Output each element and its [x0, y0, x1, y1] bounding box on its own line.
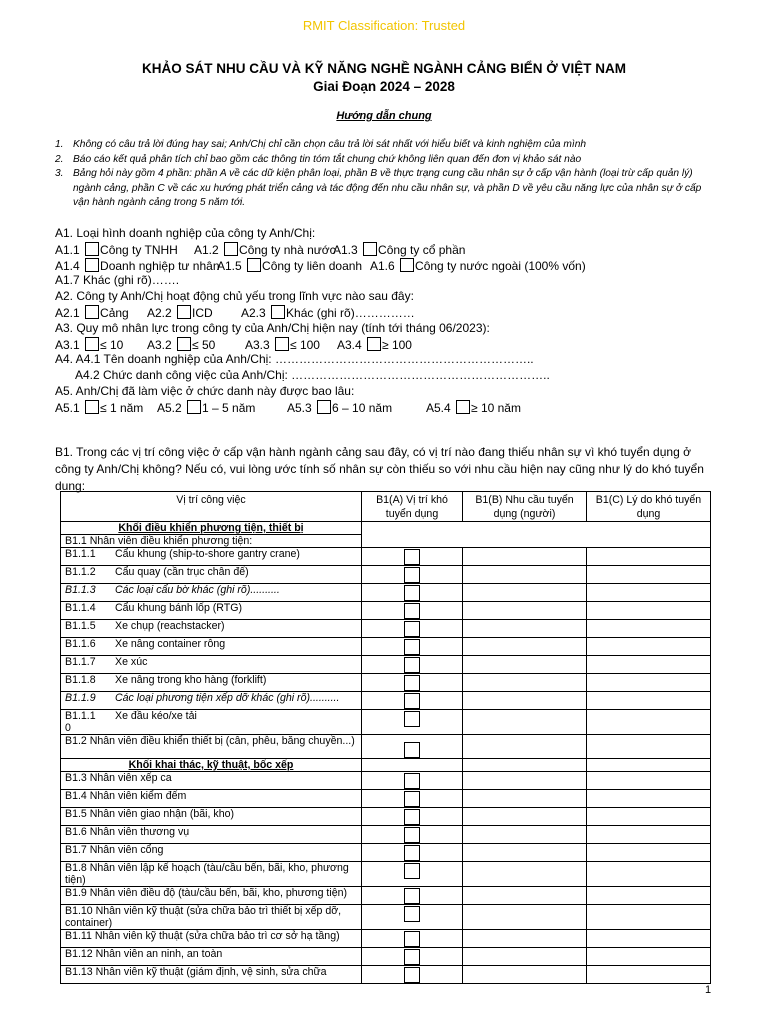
position-cell [61, 674, 362, 692]
hard-to-recruit-cell [362, 966, 463, 984]
guide-item-text: Không có câu trả lời đúng hay sai; Anh/Chị chỉ cần chọn câu trả lời sát nhất với hiểu biết và kinh nghiệm của mình [73, 139, 587, 150]
position-label: Cẩu quay (cần trục chân đế) [115, 566, 249, 578]
hard-to-recruit-checkbox[interactable] [404, 906, 420, 922]
a1-question: A1. Loại hình doanh nghiệp của công ty Anh/Chị: [55, 226, 316, 240]
reason-cell[interactable] [587, 844, 711, 862]
a5-1-label: ≤ 1 năm [100, 400, 144, 415]
a3-4-code: A3.4 [337, 337, 362, 352]
title-line-2: Giai Đoạn 2024 – 2028 [313, 79, 455, 94]
guide-item [55, 167, 715, 211]
a3-options [55, 337, 735, 353]
table-row [61, 620, 711, 638]
a2-3-code: A2.3 [241, 305, 266, 320]
reason-cell[interactable] [587, 638, 711, 656]
group-empty-cell [463, 759, 587, 772]
reason-cell[interactable] [587, 948, 711, 966]
table-row [61, 566, 711, 584]
hard-to-recruit-cell [362, 566, 463, 584]
a3-question: A3. Quy mô nhân lực trong công ty của Anh/Chị hiện nay (tính tới tháng 06/2023): [55, 320, 490, 335]
hard-to-recruit-checkbox[interactable] [404, 549, 420, 565]
b1-table [60, 491, 711, 984]
a1-1-option [55, 242, 178, 259]
hard-to-recruit-cell [362, 887, 463, 905]
demand-cell[interactable] [463, 548, 587, 566]
table-row [61, 905, 711, 930]
a5-4-code: A5.4 [426, 400, 451, 415]
table-row [61, 966, 711, 984]
position-cell [61, 566, 362, 584]
a1-5-code: A1.5 [217, 258, 242, 273]
hard-to-recruit-cell [362, 826, 463, 844]
a3-1-code: A3.1 [55, 337, 80, 352]
position-label: B1.11 Nhân viên kỹ thuật (sửa chữa bảo trì cơ sở hạ tầng) [61, 930, 362, 948]
position-label: B1.7 Nhân viên cổng [61, 844, 362, 862]
a2-1-label: Cảng [100, 305, 129, 320]
position-label: B1.10 Nhân viên kỹ thuật (sửa chữa bảo trì thiết bị xếp dỡ, container) [61, 905, 362, 930]
table-row [61, 584, 711, 602]
demand-cell[interactable] [463, 602, 587, 620]
a3-1-checkbox[interactable] [85, 337, 99, 351]
hard-to-recruit-checkbox[interactable] [404, 693, 420, 709]
a5-2-label: 1 – 5 năm [202, 400, 256, 415]
a3-2-label: ≤ 50 [192, 337, 216, 352]
reason-cell[interactable] [587, 905, 711, 930]
hard-to-recruit-cell [362, 930, 463, 948]
a5-3-checkbox[interactable] [317, 400, 331, 414]
a3-3-option [245, 337, 320, 354]
position-label: B1.8 Nhân viên lập kế hoạch (tàu/cầu bến, bãi, kho, phương tiện) [61, 862, 362, 887]
group-empty-cell [362, 522, 711, 548]
a3-3-checkbox[interactable] [275, 337, 289, 351]
hard-to-recruit-checkbox[interactable] [404, 845, 420, 861]
hard-to-recruit-cell [362, 735, 463, 759]
position-label: B1.3 Nhân viên xếp ca [61, 772, 362, 790]
demand-cell[interactable] [463, 930, 587, 948]
a1-3-label: Công ty cổ phần [378, 242, 466, 257]
a3-3-code: A3.3 [245, 337, 270, 352]
reason-cell[interactable] [587, 790, 711, 808]
header-reason: B1(C) Lý do khó tuyển dụng [587, 492, 711, 522]
group-label: Khối điều khiển phương tiện, thiết bị [61, 522, 362, 535]
a2-question: A2. Công ty Anh/Chị hoạt động chủ yếu trong lĩnh vực nào sau đây: [55, 289, 414, 304]
position-label: Xe nâng container rỗng [115, 638, 226, 650]
position-cell [61, 584, 362, 602]
a2-1-option [55, 305, 129, 322]
a3-2-checkbox[interactable] [177, 337, 191, 351]
position-cell [61, 602, 362, 620]
hard-to-recruit-checkbox[interactable] [404, 809, 420, 825]
b1-1-heading: B1.1 Nhân viên điều khiển phương tiện: [61, 535, 362, 548]
hard-to-recruit-cell [362, 602, 463, 620]
a1-4-checkbox[interactable] [85, 258, 99, 272]
hard-to-recruit-checkbox[interactable] [404, 773, 420, 789]
a3-2-option [147, 337, 215, 354]
reason-cell[interactable] [587, 656, 711, 674]
reason-cell[interactable] [587, 566, 711, 584]
position-label: B1.9 Nhân viên điều độ (tàu/cầu bến, bãi, kho, phương tiện) [61, 887, 362, 905]
hard-to-recruit-checkbox[interactable] [404, 585, 420, 601]
hard-to-recruit-checkbox[interactable] [404, 567, 420, 583]
reason-cell[interactable] [587, 966, 711, 984]
hard-to-recruit-checkbox[interactable] [404, 863, 420, 879]
header-recruit-demand: B1(B) Nhu cầu tuyển dụng (người) [463, 492, 587, 522]
table-row [61, 710, 711, 735]
a5-1-code: A5.1 [55, 400, 80, 415]
hard-to-recruit-checkbox[interactable] [404, 603, 420, 619]
position-label: B1.13 Nhân viên kỹ thuật (giám định, vệ sinh, sửa chữa [61, 966, 362, 984]
position-code: B1.1.9 [65, 692, 96, 704]
a5-4-checkbox[interactable] [456, 400, 470, 414]
reason-cell[interactable] [587, 548, 711, 566]
a4-2-question[interactable]: A4.2 Chức danh công việc của Anh/Chị: ……………………………………………………….. [75, 368, 550, 383]
position-label: B1.4 Nhân viên kiểm đếm [61, 790, 362, 808]
table-row [61, 808, 711, 826]
a5-4-option [426, 400, 521, 417]
table-row [61, 602, 711, 620]
hard-to-recruit-checkbox[interactable] [404, 621, 420, 637]
reason-cell[interactable] [587, 620, 711, 638]
position-code: B1.1.1 0 [65, 710, 96, 734]
group-row [61, 759, 711, 772]
position-code: B1.1.1 [65, 548, 96, 560]
position-label: B1.12 Nhân viên an ninh, an toàn [61, 948, 362, 966]
a4-1-question[interactable]: A4. A4.1 Tên doanh nghiệp của Anh/Chị: ……………………………………………………….. [55, 352, 534, 367]
guide-item-number: 2. [55, 153, 64, 165]
a3-1-option [55, 337, 123, 354]
group-empty-cell [587, 759, 711, 772]
demand-cell[interactable] [463, 620, 587, 638]
hard-to-recruit-checkbox[interactable] [404, 888, 420, 904]
position-cell [61, 548, 362, 566]
position-code: B1.1.2 [65, 566, 96, 578]
hard-to-recruit-cell [362, 772, 463, 790]
position-cell [61, 692, 362, 710]
a2-3-label: Khác (ghi rõ)…………… [286, 305, 415, 320]
guide-item [55, 138, 715, 153]
demand-cell[interactable] [463, 674, 587, 692]
hard-to-recruit-cell [362, 656, 463, 674]
a1-4-option [55, 258, 220, 275]
position-label: Các loại phương tiện xếp dỡ khác (ghi rõ).......... [115, 692, 340, 704]
a1-4-label: Doanh nghiệp tư nhân [100, 258, 220, 273]
position-label: B1.5 Nhân viên giao nhận (bãi, kho) [61, 808, 362, 826]
a1-5-checkbox[interactable] [247, 258, 261, 272]
position-cell [61, 656, 362, 674]
demand-cell[interactable] [463, 966, 587, 984]
a3-4-checkbox[interactable] [367, 337, 381, 351]
hard-to-recruit-checkbox[interactable] [404, 791, 420, 807]
table-row [61, 548, 711, 566]
page-number: 1 [705, 984, 712, 996]
a1-5-option [217, 258, 362, 275]
a2-3-option [241, 305, 415, 322]
a1-6-label: Công ty nước ngoài (100% vốn) [415, 258, 586, 273]
header-hard-to-recruit: B1(A) Vị trí khó tuyển dụng [362, 492, 463, 522]
table-row [61, 887, 711, 905]
a2-1-checkbox[interactable] [85, 305, 99, 319]
a5-2-code: A5.2 [157, 400, 182, 415]
position-label: Xe đầu kéo/xe tải [115, 710, 197, 722]
hard-to-recruit-checkbox[interactable] [404, 949, 420, 965]
hard-to-recruit-checkbox[interactable] [404, 742, 420, 758]
guide-item-number: 1. [55, 139, 64, 150]
hard-to-recruit-cell [362, 584, 463, 602]
demand-cell[interactable] [463, 638, 587, 656]
guide-list [55, 138, 715, 211]
a5-3-label: 6 – 10 năm [332, 400, 393, 415]
reason-cell[interactable] [587, 602, 711, 620]
a3-4-label: ≥ 100 [382, 337, 412, 352]
reason-cell[interactable] [587, 862, 711, 887]
hard-to-recruit-checkbox[interactable] [404, 967, 420, 983]
a5-4-label: ≥ 10 năm [471, 400, 521, 415]
position-code: B1.1.6 [65, 638, 96, 650]
position-code: B1.1.5 [65, 620, 96, 632]
reason-cell[interactable] [587, 772, 711, 790]
hard-to-recruit-cell [362, 692, 463, 710]
hard-to-recruit-cell [362, 620, 463, 638]
guide-item-number: 3. [55, 168, 64, 179]
a5-options [55, 400, 735, 416]
header-position: Vị trí công việc [61, 492, 362, 522]
a1-5-label: Công ty liên doanh [262, 258, 363, 273]
hard-to-recruit-checkbox[interactable] [404, 827, 420, 843]
a1-3-option [333, 242, 465, 259]
demand-cell[interactable] [463, 566, 587, 584]
hard-to-recruit-cell [362, 808, 463, 826]
reason-cell[interactable] [587, 930, 711, 948]
a2-1-code: A2.1 [55, 305, 80, 320]
a1-2-code: A1.2 [194, 242, 219, 257]
group-empty-cell [362, 759, 463, 772]
a3-3-label: ≤ 100 [290, 337, 320, 352]
table-row [61, 826, 711, 844]
demand-cell[interactable] [463, 948, 587, 966]
demand-cell[interactable] [463, 735, 587, 759]
a1-6-checkbox[interactable] [400, 258, 414, 272]
a5-2-option [157, 400, 255, 417]
a2-2-label: ICD [192, 305, 213, 320]
a2-2-checkbox[interactable] [177, 305, 191, 319]
position-label: Cẩu khung bánh lốp (RTG) [115, 602, 243, 614]
a5-1-checkbox[interactable] [85, 400, 99, 414]
demand-cell[interactable] [463, 905, 587, 930]
a1-2-checkbox[interactable] [224, 242, 238, 256]
guide-heading: Hướng dẫn chung [336, 110, 432, 122]
hard-to-recruit-cell [362, 710, 463, 735]
a5-question: A5. Anh/Chị đã làm việc ở chức danh này được bao lâu: [55, 383, 355, 398]
a5-3-option [287, 400, 392, 417]
position-label: Cẩu khung (ship-to-shore gantry crane) [115, 548, 300, 560]
table-row [61, 638, 711, 656]
position-code: B1.1.8 [65, 674, 96, 686]
b1-question: B1. Trong các vị trí công việc ở cấp vận hành ngành cảng sau đây, có vị trí nào đang thiếu nhân sự vì khó tuyển dụng ở công ty Anh/Chị không? Nếu có, vui lòng ước tính số nhân sự còn thiếu so với nhu cầu hiện nay cũng như lý do khó tuyển dụng: [55, 445, 704, 493]
table-row [61, 735, 711, 759]
demand-cell[interactable] [463, 790, 587, 808]
table-row [61, 674, 711, 692]
demand-cell[interactable] [463, 772, 587, 790]
hard-to-recruit-cell [362, 638, 463, 656]
a2-options [55, 305, 735, 321]
a2-2-code: A2.2 [147, 305, 172, 320]
table-row [61, 790, 711, 808]
a5-2-checkbox[interactable] [187, 400, 201, 414]
hard-to-recruit-checkbox[interactable] [404, 639, 420, 655]
hard-to-recruit-cell [362, 548, 463, 566]
hard-to-recruit-cell [362, 948, 463, 966]
position-cell [61, 710, 362, 735]
a2-2-option [147, 305, 213, 322]
a3-2-code: A3.2 [147, 337, 172, 352]
reason-cell[interactable] [587, 808, 711, 826]
reason-cell[interactable] [587, 826, 711, 844]
a3-4-option [337, 337, 412, 354]
a1-6-code: A1.6 [370, 258, 395, 273]
position-label: B1.2 Nhân viên điều khiển thiết bị (cân, phễu, băng chuyền...) [61, 735, 362, 759]
hard-to-recruit-checkbox[interactable] [404, 675, 420, 691]
guide-item-text: Bảng hỏi này gồm 4 phần: phần A về các dữ kiện phân loại, phần B về thực trạng cung cầu nhân sự ở cấp vận hành (loại trừ cấp quản lý) ngành cảng, phần C về các xu hướng phát triển cảng và tác động đến nhu cầu nhân sự, và phần D về yêu cầu năng lực của nhân sự ở cấp vận hành ngành cảng trong 5 năm tới. [73, 168, 702, 208]
position-label: Các loại cẩu bờ khác (ghi rõ).......... [115, 584, 280, 596]
a1-7-other[interactable]: A1.7 Khác (ghi rõ)……. [55, 273, 180, 288]
a1-1-code: A1.1 [55, 242, 80, 257]
table-row [61, 692, 711, 710]
table-row [61, 948, 711, 966]
title-line-1: KHẢO SÁT NHU CẦU VÀ KỸ NĂNG NGHỀ NGÀNH CẢNG BIỂN Ở VIỆT NAM [141, 61, 627, 76]
position-cell [61, 620, 362, 638]
demand-cell[interactable] [463, 710, 587, 735]
position-cell [61, 638, 362, 656]
demand-cell[interactable] [463, 656, 587, 674]
position-code: B1.1.4 [65, 602, 96, 614]
a5-3-code: A5.3 [287, 400, 312, 415]
a1-2-option [194, 242, 336, 259]
a2-3-checkbox[interactable] [271, 305, 285, 319]
a1-options-row2 [55, 258, 735, 274]
table-row [61, 656, 711, 674]
demand-cell[interactable] [463, 808, 587, 826]
position-label: Xe chụp (reachstacker) [115, 620, 225, 632]
group-row [61, 522, 711, 535]
classification-label: RMIT Classification: Trusted [302, 18, 466, 33]
reason-cell[interactable] [587, 887, 711, 905]
a3-1-label: ≤ 10 [100, 337, 124, 352]
demand-cell[interactable] [463, 844, 587, 862]
table-row [61, 862, 711, 887]
a1-3-code: A1.3 [333, 242, 358, 257]
group-label: Khối khai thác, kỹ thuật, bốc xếp [61, 759, 362, 772]
hard-to-recruit-cell [362, 862, 463, 887]
position-label: B1.6 Nhân viên thương vụ [61, 826, 362, 844]
guide-item [55, 153, 715, 168]
hard-to-recruit-cell [362, 674, 463, 692]
hard-to-recruit-cell [362, 844, 463, 862]
a1-2-label: Công ty nhà nước [239, 242, 336, 257]
table-row [61, 930, 711, 948]
a1-4-code: A1.4 [55, 258, 80, 273]
demand-cell[interactable] [463, 826, 587, 844]
reason-cell[interactable] [587, 692, 711, 710]
hard-to-recruit-checkbox[interactable] [404, 711, 420, 727]
position-code: B1.1.7 [65, 656, 96, 668]
reason-cell[interactable] [587, 584, 711, 602]
demand-cell[interactable] [463, 862, 587, 887]
document-title [0, 60, 768, 96]
a1-3-checkbox[interactable] [363, 242, 377, 256]
position-label: Xe xúc [115, 656, 148, 668]
a1-1-label: Công ty TNHH [100, 242, 178, 257]
section-a [55, 226, 735, 416]
a5-1-option [55, 400, 143, 417]
table-row [61, 772, 711, 790]
demand-cell[interactable] [463, 692, 587, 710]
reason-cell[interactable] [587, 710, 711, 735]
reason-cell[interactable] [587, 674, 711, 692]
a1-1-checkbox[interactable] [85, 242, 99, 256]
hard-to-recruit-checkbox[interactable] [404, 931, 420, 947]
table-row [61, 844, 711, 862]
hard-to-recruit-cell [362, 790, 463, 808]
position-label: Xe nâng trong kho hàng (forklift) [115, 674, 267, 686]
hard-to-recruit-cell [362, 905, 463, 930]
a1-options-row1 [55, 242, 735, 258]
table-header-row [61, 492, 711, 522]
demand-cell[interactable] [463, 584, 587, 602]
reason-cell[interactable] [587, 735, 711, 759]
a1-6-option [370, 258, 586, 275]
position-code: B1.1.3 [65, 584, 96, 596]
hard-to-recruit-checkbox[interactable] [404, 657, 420, 673]
guide-item-text: Báo cáo kết quả phân tích chỉ bao gồm các thông tin tóm tắt chung chứ không liên quan đến đơn vị khảo sát nào [73, 153, 582, 165]
demand-cell[interactable] [463, 887, 587, 905]
